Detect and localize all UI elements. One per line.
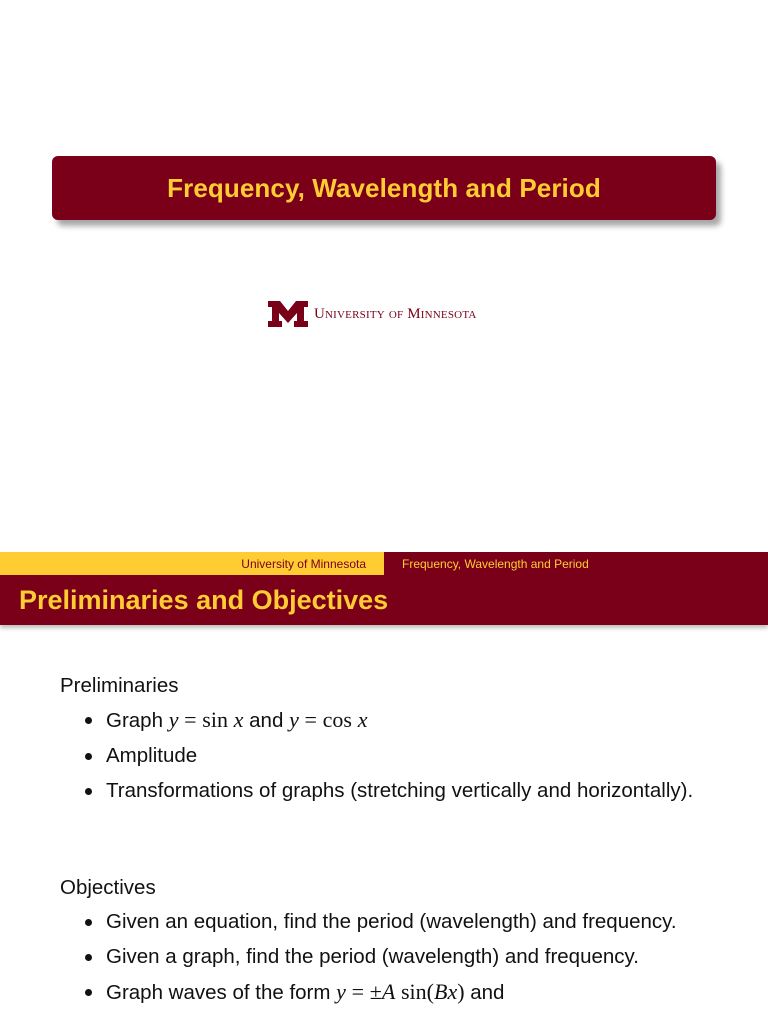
math-y: y <box>336 979 346 1004</box>
list-item <box>60 742 740 770</box>
university-logo <box>268 300 477 328</box>
text-and: and <box>470 981 505 1004</box>
frame-title: Preliminaries and Objectives <box>19 584 389 615</box>
bullet-text <box>106 981 504 1004</box>
objectives-list <box>60 908 740 1007</box>
bullet-icon <box>85 954 92 961</box>
math-equals: = <box>184 707 197 732</box>
title-box <box>52 156 716 220</box>
text-graph-waves: Graph waves of the form <box>106 981 331 1004</box>
presentation-title: Frequency, Wavelength and Period <box>167 172 601 203</box>
math-b: B <box>434 979 448 1004</box>
list-item <box>60 943 740 971</box>
preliminaries-heading: Preliminaries <box>60 674 179 697</box>
math-a: A <box>381 979 396 1004</box>
headline-institution-label: University of Minnesota <box>241 556 366 571</box>
headline-bar <box>0 552 768 575</box>
math-sin: sin <box>202 707 228 732</box>
bullet-icon <box>85 989 92 996</box>
bullet-text: Amplitude <box>106 744 198 767</box>
math-y: y <box>289 707 299 732</box>
content-slide <box>0 552 768 1024</box>
bullet-text: Given an equation, find the period (wavelength) and frequency. <box>106 910 677 933</box>
list-item <box>60 978 740 1007</box>
bullet-text: Given a graph, find the period (wavelength) and frequency. <box>106 945 639 968</box>
objectives-heading: Objectives <box>60 876 156 899</box>
bullet-text: Transformations of graphs (stretching vertically and horizontally). <box>106 779 694 802</box>
math-sin: sin( <box>401 979 434 1004</box>
math-equals: = <box>304 707 317 732</box>
text-graph: Graph <box>106 709 163 732</box>
math-equals: = <box>351 979 365 1004</box>
bullet-icon <box>85 717 92 724</box>
objectives-section <box>60 874 740 1014</box>
headline-institution[interactable] <box>0 552 384 575</box>
list-item <box>60 908 740 936</box>
text-and: and <box>249 709 284 732</box>
list-item <box>60 777 740 805</box>
bullet-text <box>106 709 367 732</box>
math-close-paren: ) <box>457 979 465 1004</box>
block-m-logo-icon <box>268 301 308 327</box>
headline-section-label: Frequency, Wavelength and Period <box>402 556 589 571</box>
preliminaries-list <box>60 706 740 805</box>
preliminaries-section <box>60 672 740 812</box>
bullet-icon <box>85 753 92 760</box>
bullet-icon <box>85 919 92 926</box>
math-x: x <box>357 707 368 732</box>
math-x: x <box>233 707 244 732</box>
frame-title-bar <box>0 575 768 625</box>
math-y: y <box>168 707 179 732</box>
logo-wordmark: University of Minnesota <box>314 305 477 322</box>
list-item <box>60 706 740 735</box>
bullet-icon <box>85 788 92 795</box>
math-cos: cos <box>322 707 352 732</box>
math-plus-minus: ± <box>369 979 382 1004</box>
math-x: x <box>447 979 458 1004</box>
headline-section[interactable] <box>384 552 768 575</box>
